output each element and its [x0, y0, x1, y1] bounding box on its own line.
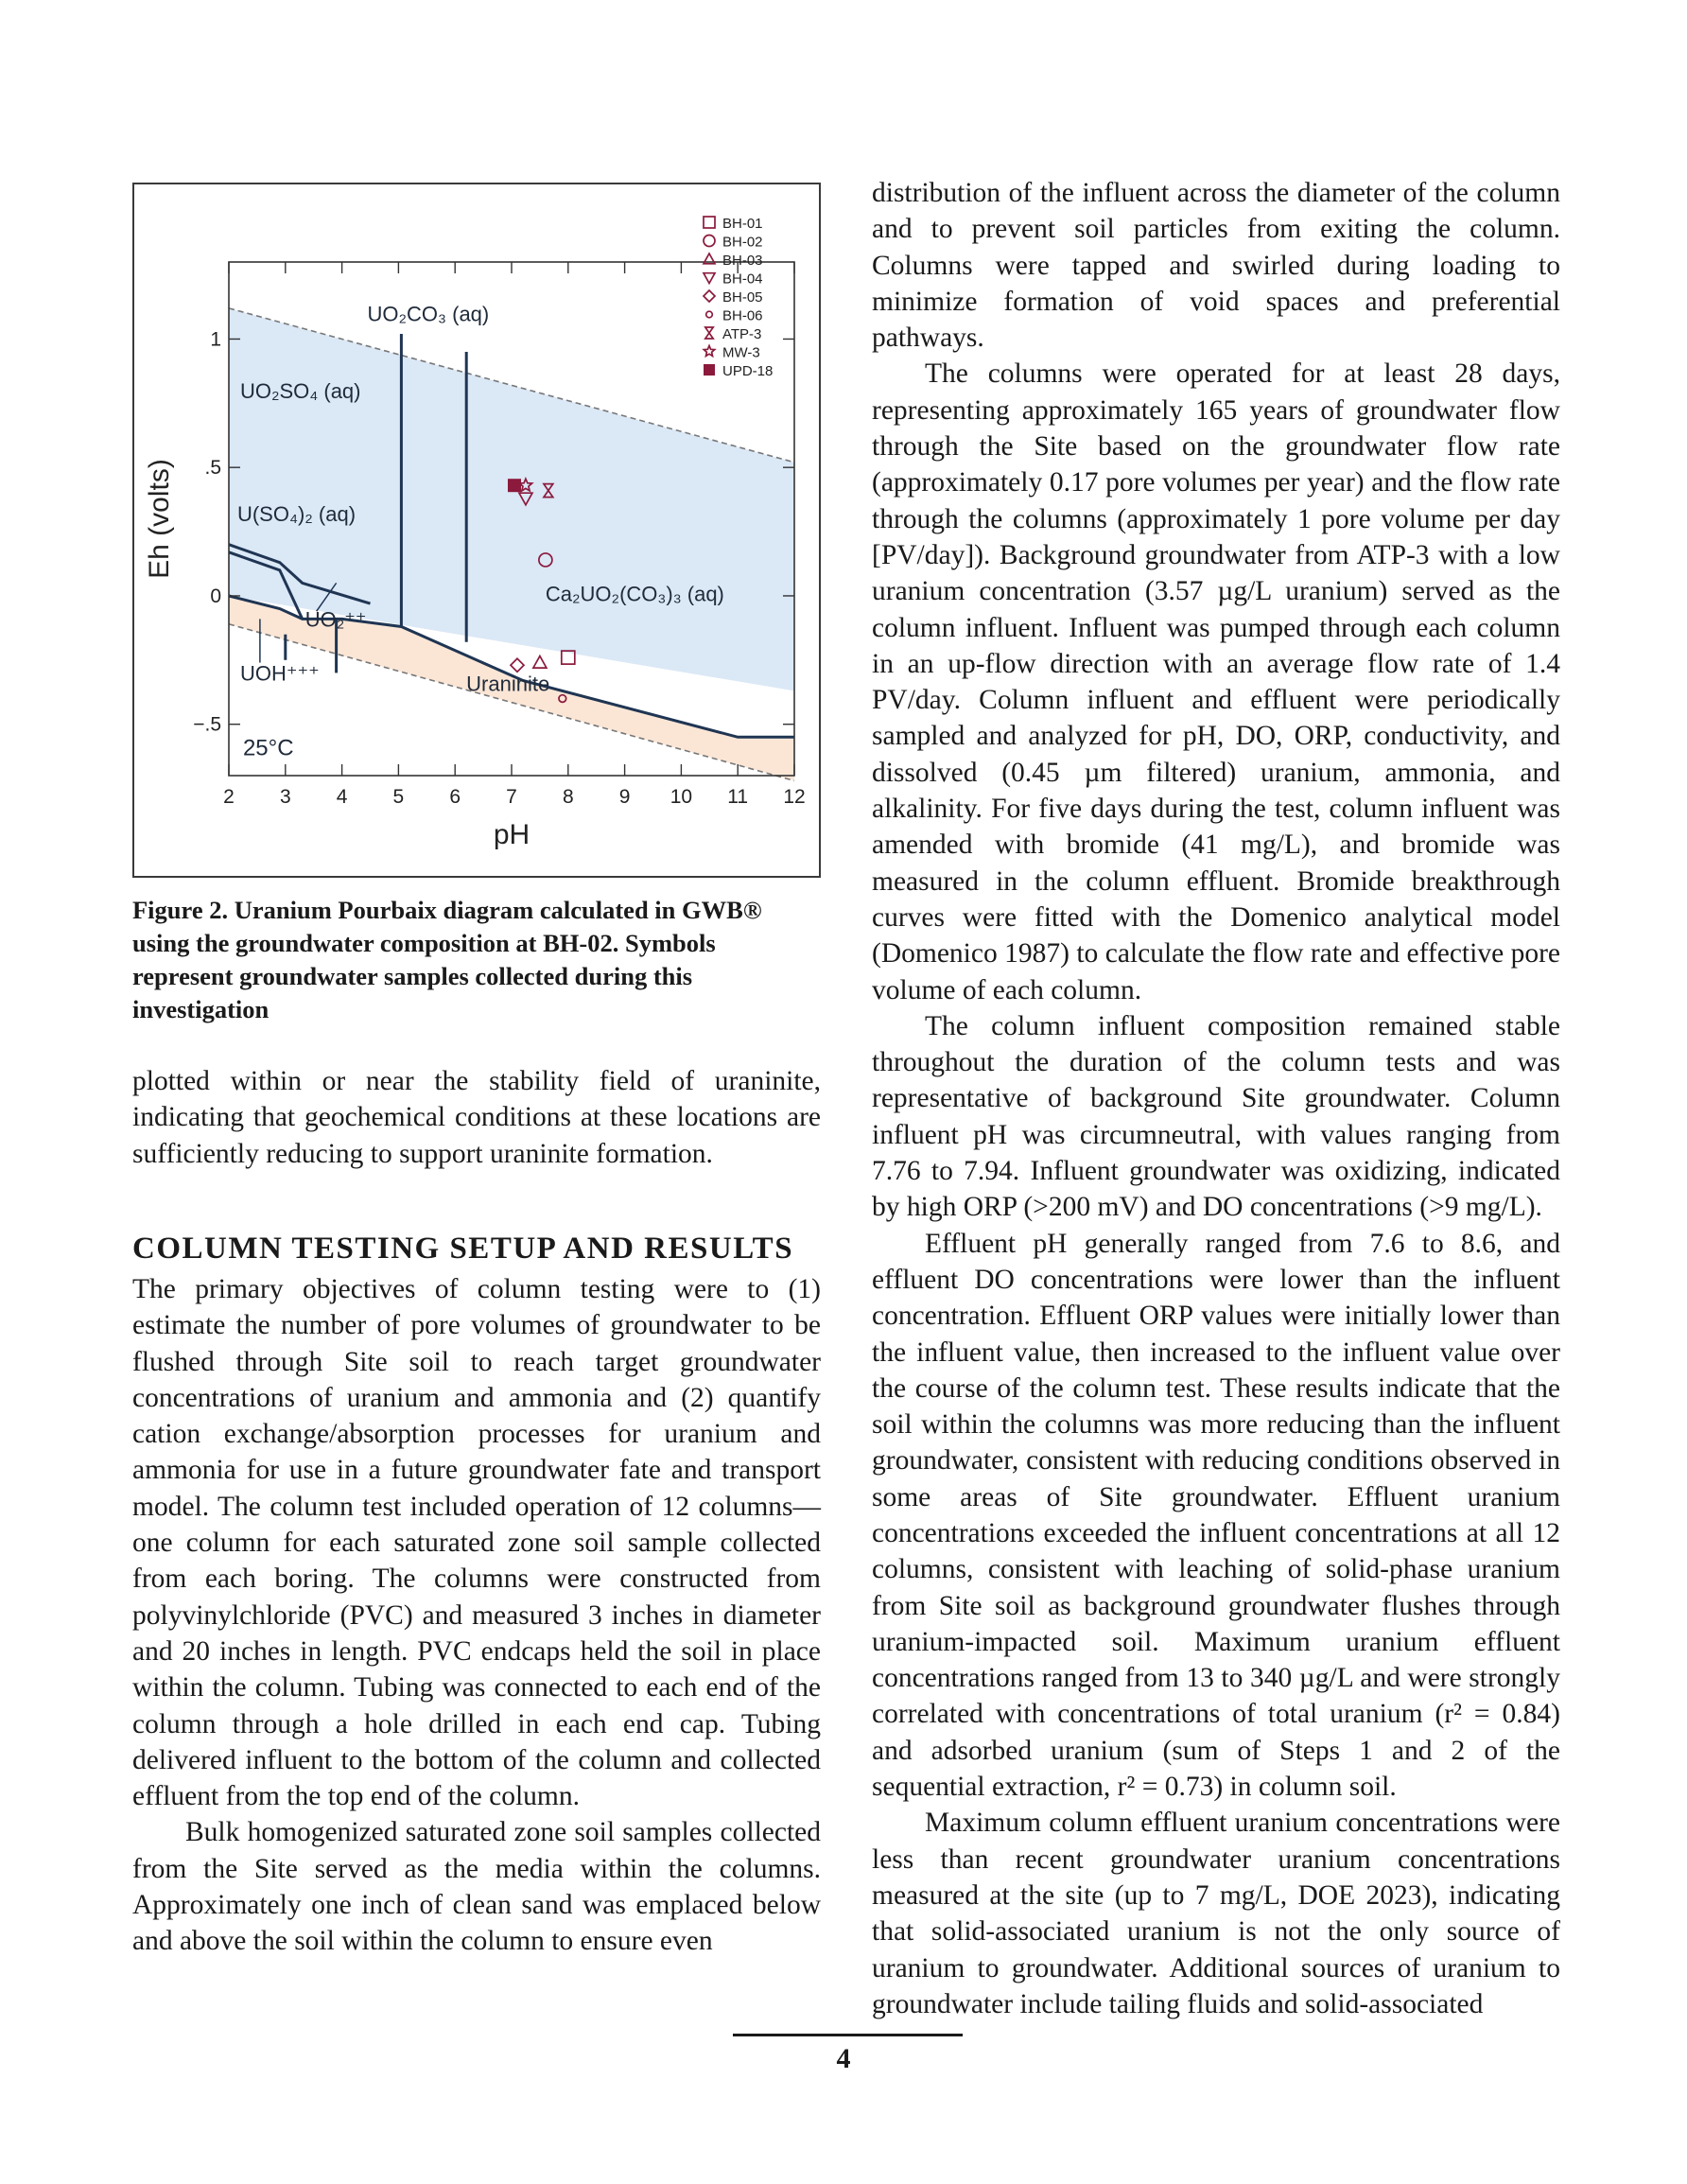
legend-label: ATP-3 [722, 326, 762, 342]
x-tick-label: 6 [449, 786, 461, 808]
x-tick-label: 9 [618, 786, 631, 808]
temperature-label: 25°C [242, 735, 294, 761]
legend-marker-upd-18 [704, 364, 715, 376]
field-label-ca2uo2co3: Ca₂UO₂(CO₃)₃ (aq) [545, 582, 724, 606]
legend-marker-bh-01 [704, 217, 715, 228]
x-tick-label: 8 [562, 786, 574, 808]
legend-label: BH-05 [722, 289, 763, 306]
left-paragraphs [132, 1063, 821, 1172]
paragraph: The columns were operated for at least 28 days, representing approximately 165 years of groundwater flow through the Site based on the groundwater flow rate (approximately 0.17 pore volumes per year) and the flow rate through the columns (approximately 1 pore volume per day [PV/day]). Background groundwater from ATP-3 with a low uranium concentration (3.57 µg/L uranium) served as the column influent. Influent was pumped through each column in an up-flow direction with an average flow rate of 1.4 PV/day. Column influent and effluent were periodically sampled and analyzed for pH, DO, ORP, conductivity, and dissolved (0.45 µm filtered) uranium, ammonia, and alkalinity. For five days during the test, column influent was amended with bromide (41 mg/L), and bromide was measured in the column effluent. Bromide breakthrough curves were fitted with the Domenico analytical model (Domenico 1987) to calculate the flow rate and effective pore volume of each column. [872, 358, 1560, 1005]
field-label-uo2pp: UO₂⁺⁺ [304, 607, 367, 632]
marker-circle [704, 236, 715, 247]
field-label-uo2so4: UO₂SO₄ (aq) [239, 378, 361, 403]
y-tick-label: .5 [204, 457, 221, 480]
x-tick-label: 11 [727, 786, 749, 808]
left-column [132, 1063, 821, 1172]
field-label-uohppp: UOH⁺⁺⁺ [239, 661, 320, 686]
x-tick-label: 4 [336, 786, 348, 808]
paragraph: Maximum column effluent uranium concentrations were less than recent groundwater uranium concentrations measured at the site (up to 7 mg/L, DOE 2023), indicating that solid-associated uranium is not the only source of uranium to groundwater. Additional sources of uranium to groundwater include tailing fluids and solid-associated [872, 1808, 1560, 2019]
pourbaix-chart [134, 184, 819, 876]
page-number: 4 [836, 2043, 851, 2074]
legend-label: BH-06 [722, 307, 763, 324]
paragraph: The primary objectives of column testing were to (1) estimate the number of pore volumes of groundwater to be flushed through Site soil to reach target groundwater concentrations of uranium and ammonia and (2) quantify cation exchange/absorption processes for uranium and ammonia for use in a future groundwater fate and transport model. The column test included operation of 12 columns—one column for each saturated zone soil sample collected from each boring. The columns were constructed from polyvinylchloride (PVC) and measured 3 inches in diameter and 20 inches in length. PVC endcaps held the soil in place within the column. Tubing was connected to each end of the column through a hole drilled in each end cap. Tubing delivered influent to the bottom of the column and collected effluent from the top end of the column. [132, 1274, 821, 1812]
field-label-uso4: U(SO₄)₂ (aq) [236, 502, 357, 527]
figure-caption: Figure 2. Uranium Pourbaix diagram calculated in GWB® using the groundwater composition at BH-02. Symbols represent groundwater samples collected during this investigation [132, 896, 762, 1023]
section-heading: COLUMN TESTING SETUP AND RESULTS [132, 1232, 794, 1266]
y-axis-label: Eh (volts) [144, 459, 175, 579]
legend-label: BH-03 [722, 253, 763, 269]
pourbaix-figure [132, 183, 821, 878]
marker-filled-square [704, 364, 715, 376]
legend-label: BH-04 [722, 271, 763, 288]
paragraph: Effluent pH generally ranged from 7.6 to 8.6, and effluent DO concentrations were lower than the influent concentration. Effluent ORP values were initially lower than the influent value, then increased to the influent value over the course of the column test. These results indicate that the soil within the columns was more reducing than the influent groundwater, consistent with reducing conditions observed in some areas of Site groundwater. Effluent uranium concentrations exceeded the influent concentrations at all 12 columns, consistent with leaching of solid-phase uranium from Site soil as background groundwater flushes through uranium-impacted soil. Maximum uranium effluent concentrations ranged from 13 to 340 µg/L and were strongly correlated with concentrations of total uranium (r² = 0.84) and adsorbed uranium (sum of Steps 1 and 2 of the sequential extraction, r² = 0.73) in column soil. [872, 1228, 1560, 1803]
paragraph: distribution of the influent across the diameter of the column and to prevent soil particles from exiting the column. Columns were tapped and swirled during loading to minimize formation of void spaces and preferential pathways. [872, 178, 1560, 354]
marker-square [704, 217, 715, 228]
x-axis-label: pH [493, 819, 530, 850]
legend-label: BH-01 [722, 216, 763, 232]
paragraph: Bulk homogenized saturated zone soil samples collected from the Site served as the media within the columns. Approximately one inch of clean sand was emplaced below and above the soil within the column to ensure even [132, 1817, 821, 1957]
legend-marker-bh-02 [704, 236, 715, 247]
x-tick-label: 10 [670, 786, 693, 808]
paragraph: The column influent composition remained stable throughout the duration of the column tests and was representative of background Site groundwater. Column influent pH was circumneutral, with values ranging from 7.76 to 7.94. Influent groundwater was oxidizing, indicated by high ORP (>200 mV) and DO concentrations (>9 mg/L). [872, 1010, 1560, 1223]
legend-label: MW-3 [722, 344, 760, 361]
legend-label: BH-02 [722, 234, 763, 251]
section-body [132, 1271, 821, 1960]
marker-filled-square [508, 479, 521, 492]
legend-label: UPD-18 [722, 363, 774, 379]
y-tick-label: 1 [210, 328, 221, 351]
field-label-uraninite: Uraninite [466, 672, 550, 696]
x-tick-label: 5 [392, 786, 405, 808]
paragraph: plotted within or near the stability field of uraninite, indicating that geochemical conditions at these locations are sufficiently reducing to support uraninite formation. [132, 1066, 821, 1169]
data-point-upd-18 [508, 479, 521, 492]
x-tick-label: 2 [223, 786, 235, 808]
x-tick-label: 3 [279, 786, 291, 808]
y-tick-label: 0 [210, 585, 221, 607]
x-tick-label: 7 [506, 786, 517, 808]
y-tick-label: −.5 [193, 713, 221, 736]
x-tick-label: 12 [783, 786, 806, 808]
right-column [872, 175, 1560, 2022]
footer-rule [733, 2034, 963, 2036]
field-label-uo2co3: UO₂CO₃ (aq) [367, 302, 490, 326]
